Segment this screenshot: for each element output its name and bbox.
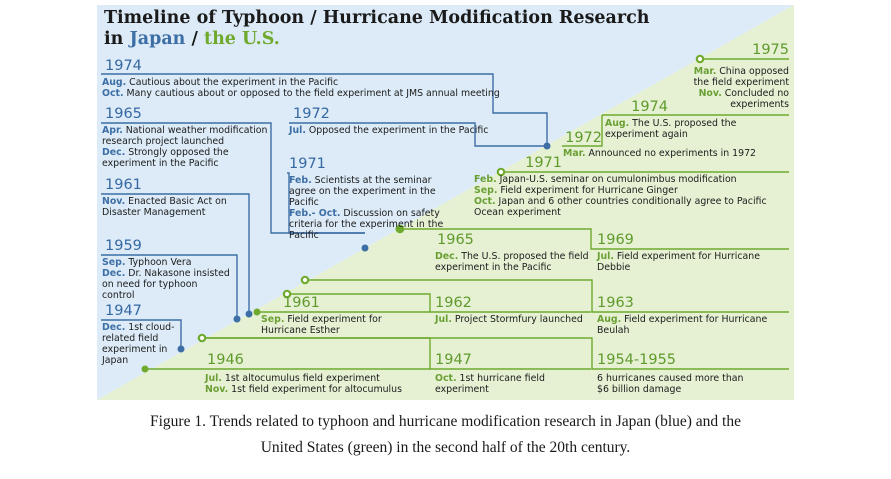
jp1971-desc: Scientists at the seminar agree on the experiment in the Pacific bbox=[289, 175, 436, 208]
us1969-line bbox=[597, 251, 792, 273]
us1972-year: 1972 bbox=[565, 130, 602, 146]
jp1959-desc: Dr. Nakasone insisted on need for typhoon control bbox=[102, 268, 230, 301]
jp1965-year: 1965 bbox=[105, 106, 142, 122]
us1963-line bbox=[597, 314, 792, 336]
jp1965-desc: Strongly opposed the experiment in the Pacific bbox=[102, 147, 229, 169]
us1975-line bbox=[677, 66, 789, 88]
us1969-year: 1969 bbox=[597, 232, 634, 248]
us1975-line bbox=[677, 88, 789, 110]
jp1972-text bbox=[289, 125, 489, 136]
us1965-desc: The U.S. proposed the field experiment in the Pacific bbox=[435, 251, 589, 273]
jp1961-month: Nov. bbox=[102, 196, 126, 207]
jp1961-dot bbox=[246, 311, 253, 318]
us1965-text bbox=[435, 251, 590, 273]
jp1971-text bbox=[289, 175, 459, 241]
us1947-year: 1947 bbox=[435, 352, 472, 368]
us1961-text bbox=[261, 314, 426, 336]
jp1959-desc: Typhoon Vera bbox=[125, 257, 192, 268]
us1947-dot bbox=[199, 335, 205, 341]
us1946-line bbox=[205, 373, 425, 384]
us1947-text bbox=[435, 373, 575, 395]
jp1974-month: Aug. bbox=[102, 77, 127, 88]
title-line-1: Timeline of Typhoon / Hurricane Modification Research bbox=[104, 8, 650, 28]
us1969-text bbox=[597, 251, 792, 273]
us1963-text bbox=[597, 314, 792, 336]
us1975-desc: China opposed the field experiment bbox=[693, 66, 789, 88]
jp1974-desc: Cautious about the experiment in the Pacific bbox=[126, 77, 339, 88]
us1965-line bbox=[435, 251, 590, 273]
us1975-month: Mar. bbox=[693, 66, 717, 77]
us1974-desc: The U.S. proposed the experiment again bbox=[605, 118, 737, 140]
jp1971-month: Feb. bbox=[289, 175, 312, 186]
jp1971-line bbox=[289, 175, 459, 208]
figure-title bbox=[104, 8, 650, 50]
us1963-desc: Field experiment for Hurricane Beulah bbox=[597, 314, 768, 336]
us1971-line bbox=[474, 174, 794, 185]
us1974-month: Aug. bbox=[605, 118, 630, 129]
us1963-dot bbox=[302, 277, 308, 283]
us1946-year: 1946 bbox=[207, 352, 244, 368]
us1947-line bbox=[435, 373, 575, 395]
us1961-year: 1961 bbox=[283, 295, 320, 311]
jp1965-desc: National weather modification research project launched bbox=[102, 125, 268, 147]
us1974-year: 1974 bbox=[631, 99, 668, 115]
jp1974-line bbox=[102, 77, 522, 88]
jp1947-desc: 1st cloud-related field experiment in Japan bbox=[102, 322, 175, 366]
us1946-desc: 1st field experiment for altocumulus bbox=[228, 384, 402, 395]
us1946-desc: 1st altocumulus field experiment bbox=[221, 373, 380, 384]
caption-line-2: United States (green) in the second half of the 20th century. bbox=[260, 439, 631, 456]
jp1974-line bbox=[102, 88, 522, 99]
us1972-month: Mar. bbox=[563, 148, 586, 159]
title-line-2 bbox=[104, 29, 650, 50]
jp1961-line bbox=[102, 196, 227, 218]
us1971-desc: Japan-U.S. seminar on cumulonimbus modification bbox=[496, 174, 737, 185]
jp1959-dot bbox=[234, 316, 241, 323]
us1965-year: 1965 bbox=[437, 232, 474, 248]
jp1974-year: 1974 bbox=[105, 58, 142, 74]
jp1971-desc: Discussion on safety criteria for the experiment in the Pacific bbox=[289, 208, 444, 241]
us1963-year: 1963 bbox=[597, 295, 634, 311]
title-prefix: in bbox=[104, 29, 124, 49]
us1974-text bbox=[605, 118, 789, 140]
jp1947-month: Dec. bbox=[102, 322, 126, 333]
us1962-month: Jul. bbox=[435, 314, 452, 325]
us1972-text bbox=[563, 148, 793, 159]
us1946-month: Nov. bbox=[205, 384, 229, 395]
us1963-month: Aug. bbox=[597, 314, 622, 325]
title-japan: Japan bbox=[129, 29, 186, 49]
us1971-desc: Field experiment for Hurricane Ginger bbox=[497, 185, 678, 196]
us1962-year: 1962 bbox=[435, 295, 472, 311]
us1971-month: Oct. bbox=[474, 196, 496, 207]
us1971-year: 1971 bbox=[525, 155, 562, 171]
jp1961-year: 1961 bbox=[105, 177, 142, 193]
timeline-figure bbox=[97, 5, 794, 400]
jp1972-desc: Opposed the experiment in the Pacific bbox=[305, 125, 489, 136]
jp1972-month: Jul. bbox=[289, 125, 306, 136]
us1962-desc: Project Stormfury launched bbox=[451, 314, 583, 325]
us1972-line bbox=[563, 148, 793, 159]
jp1947-line bbox=[102, 322, 180, 366]
us1961-dot bbox=[254, 309, 261, 316]
jp1971-line bbox=[289, 208, 459, 241]
jp1959-line bbox=[102, 257, 232, 268]
us1975-desc: Concluded no experiments bbox=[721, 88, 789, 110]
jp1965-month: Apr. bbox=[102, 125, 123, 136]
us1971-line bbox=[474, 185, 794, 196]
us1971-line bbox=[474, 196, 794, 218]
us1974-line bbox=[605, 118, 789, 140]
us1965-month: Dec. bbox=[435, 251, 459, 262]
jp1959-text bbox=[102, 257, 232, 301]
us1971-month: Feb. bbox=[474, 174, 497, 185]
jp1965-line bbox=[102, 147, 277, 169]
jp1974-dot bbox=[544, 143, 551, 150]
jp1972-line bbox=[289, 125, 489, 136]
us1975-text bbox=[677, 66, 789, 110]
us1947-desc: 1st hurricane field experiment bbox=[435, 373, 545, 395]
jp1947-text bbox=[102, 322, 180, 366]
us1946-dot bbox=[142, 366, 149, 373]
figure-caption bbox=[60, 409, 831, 461]
jp1961-desc: Enacted Basic Act on Disaster Management bbox=[102, 196, 227, 218]
jp1971-year: 1971 bbox=[289, 156, 326, 172]
us1962-text bbox=[435, 314, 590, 325]
us1961-desc: Field experiment for Hurricane Esther bbox=[261, 314, 382, 336]
us1946-text bbox=[205, 373, 425, 395]
us1969-desc: Field experiment for Hurricane Debbie bbox=[597, 251, 760, 273]
us1971-text bbox=[474, 174, 794, 218]
jp1974-desc: Many cautious about or opposed to the field experiment at JMS annual meeting bbox=[123, 88, 500, 99]
jp1972-year: 1972 bbox=[293, 106, 330, 122]
us1954-year: 1954-1955 bbox=[597, 352, 677, 368]
jp1959-line bbox=[102, 268, 232, 301]
jp1971-month: Feb.- Oct. bbox=[289, 208, 341, 219]
title-slash: / bbox=[191, 29, 198, 49]
us1969-month: Jul. bbox=[597, 251, 614, 262]
us1961-month: Sep. bbox=[261, 314, 285, 325]
us1946-month: Jul. bbox=[205, 373, 222, 384]
us1975-year: 1975 bbox=[752, 42, 789, 58]
jp1961-text bbox=[102, 196, 227, 218]
us1975-dot bbox=[697, 56, 703, 62]
us1954-desc: 6 hurricanes caused more than $6 billion damage bbox=[597, 373, 744, 395]
jp1965-line bbox=[102, 125, 277, 147]
jp1959-month: Sep. bbox=[102, 257, 126, 268]
us1961-line bbox=[261, 314, 426, 336]
us1962-line bbox=[435, 314, 590, 325]
us1954-text bbox=[597, 373, 747, 395]
us1975-month: Nov. bbox=[698, 88, 722, 99]
title-us: the U.S. bbox=[203, 29, 280, 49]
jp1959-month: Dec. bbox=[102, 268, 126, 279]
jp1974-month: Oct. bbox=[102, 88, 124, 99]
us1954-line bbox=[597, 373, 747, 395]
jp1974-text bbox=[102, 77, 522, 99]
jp1959-year: 1959 bbox=[105, 238, 142, 254]
us1971-desc: Japan and 6 other countries conditionally agree to Pacific Ocean experiment bbox=[474, 196, 767, 218]
caption-line-1: Figure 1. Trends related to typhoon and hurricane modification research in Japan (blue) and the bbox=[150, 413, 741, 430]
us1946-line bbox=[205, 384, 425, 395]
jp1965-dot bbox=[362, 245, 369, 252]
us1947-month: Oct. bbox=[435, 373, 457, 384]
jp1965-month: Dec. bbox=[102, 147, 126, 158]
jp1965-text bbox=[102, 125, 277, 169]
jp1947-year: 1947 bbox=[105, 303, 142, 319]
us1972-desc: Announced no experiments in 1972 bbox=[585, 148, 757, 159]
us1971-month: Sep. bbox=[474, 185, 498, 196]
